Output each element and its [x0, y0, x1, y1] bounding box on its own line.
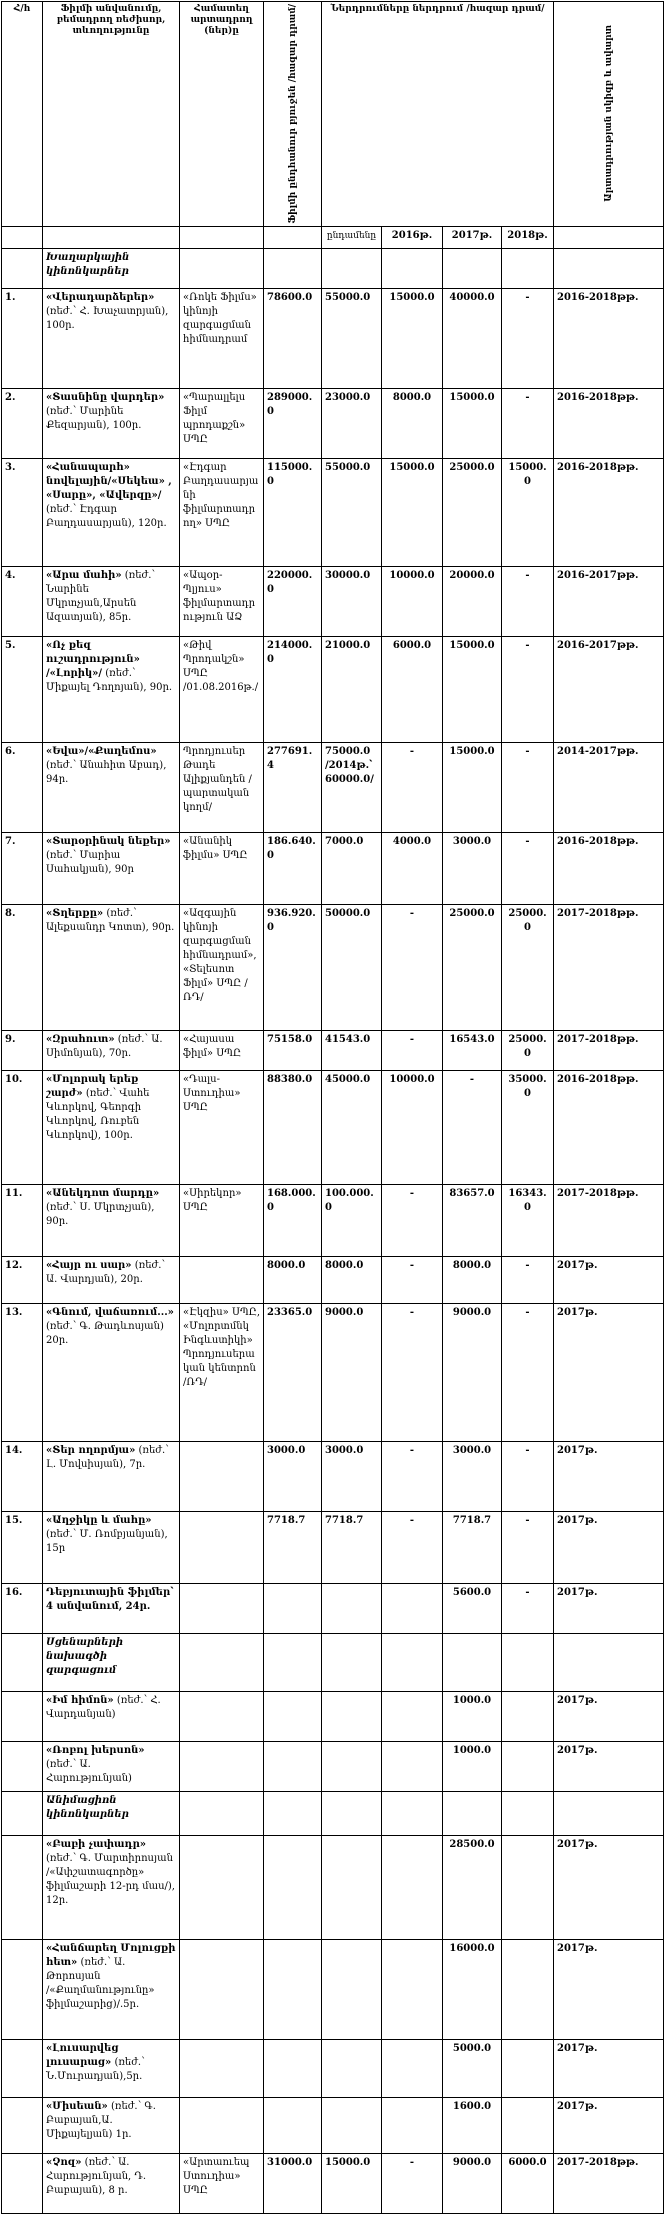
row-2017: 5000.0 [443, 2039, 502, 2097]
table-row [2, 458, 664, 566]
row-total: 55000.0 [322, 288, 382, 388]
row-producer: «Դալս-Ստուդիա» ՍՊԸ [180, 1070, 264, 1184]
film-title: «Տասնինը վարդեր» [46, 391, 165, 403]
film-credit: (ռեժ.՝ Գ. Մարտիրոսյան /«Ափշատագործը» ֆիլմաշարի 12-րդ մաս/), 12ր. [46, 1852, 175, 1906]
film-credit: (ռեժ.՝ Նարինե Մկրտչյան,Արսեն Ազատյան), 85ր. [46, 569, 156, 623]
row-producer: «Անանիկ ֆիլմս» ՍՊԸ [180, 832, 264, 904]
header-budget-text: Ֆիլմի ընդհանուր բյուջեն /հազար դրամ/ [287, 4, 298, 224]
film-credit: (ռեժ.՝ Ս. Մկրտչյան), 90ր. [46, 1201, 155, 1227]
film-name-cell [43, 1835, 180, 1939]
film-credit: (ռեժ.՝ Գ. Բաբայան,Ա. Միքայելյան) 1ր. [46, 2100, 156, 2140]
row-2016: - [382, 904, 443, 1030]
row-2016: 8000.0 [382, 388, 443, 458]
row-2017: 5600.0 [443, 1583, 502, 1633]
row-2017: 16543.0 [443, 1030, 502, 1070]
film-name-cell [43, 2039, 180, 2097]
row-total: 55000.0 [322, 458, 382, 566]
row-number: 7. [2, 832, 43, 904]
header-name: Ֆիլմի անվանումը, բեմադրող ռեժիսոր, տևողությունը [43, 2, 180, 227]
table-row [2, 1070, 664, 1184]
header-period [554, 2, 664, 227]
row-producer [180, 2097, 264, 2153]
film-name-cell [43, 1303, 180, 1441]
row-2017: 15000.0 [443, 742, 502, 832]
row-producer: «Արտաուեպ Ստուդիա» ՍՊԸ [180, 2153, 264, 2213]
header-row [2, 2, 664, 227]
header-2017: 2017թ. [443, 226, 502, 248]
row-period: 2017-2018թթ. [554, 904, 664, 1030]
row-producer: «Էդգար Բաղդասարյանի ֆիլմարտադրող» ՍՊԸ [180, 458, 264, 566]
row-2018: 35000.0 [502, 1070, 554, 1184]
row-2018: - [502, 636, 554, 742]
film-title: «Չոզ» [46, 2156, 82, 2168]
row-2016 [382, 1691, 443, 1741]
row-period: 2017թ. [554, 1511, 664, 1583]
row-budget: 78600.0 [264, 288, 322, 388]
row-2018 [502, 1691, 554, 1741]
row-producer: «Հայասա ֆիլմ» ՍՊԸ [180, 1030, 264, 1070]
row-budget [264, 1835, 322, 1939]
film-name-cell [43, 1583, 180, 1633]
film-name-cell [43, 458, 180, 566]
film-credit: (ռեժ.՝ Ա. Թորոսյան /«Քաղմանությունը» ֆիլմաշարից)/.5ր. [46, 1956, 155, 2010]
row-producer [180, 1256, 264, 1303]
table-row [2, 2153, 664, 2213]
row-total: 3000.0 [322, 1441, 382, 1511]
row-budget [264, 2097, 322, 2153]
row-number: 1. [2, 288, 43, 388]
header-producer: Համատեղ արտադրող (ներ)ը [180, 2, 264, 227]
row-period: 2017թ. [554, 1691, 664, 1741]
film-title: «Տարօրինակ նեքեր» [46, 835, 171, 847]
row-2017: 28500.0 [443, 1835, 502, 1939]
row-2016 [382, 2097, 443, 2153]
row-producer: «Սիրեկոր» ՍՊԸ [180, 1184, 264, 1256]
film-title: «Անեկդոտ մարդը» [46, 1187, 160, 1199]
row-period: 2016-2017թթ. [554, 566, 664, 636]
film-credit: (ռեժ.՝ Միքայել Դողոյան), 90ր. [46, 667, 173, 693]
row-budget: 277691.4 [264, 742, 322, 832]
row-total: 50000.0 [322, 904, 382, 1030]
row-total [322, 1741, 382, 1791]
film-credit: (ռեժ.՝ Լ. Մովսիսյան), 7ր. [46, 1444, 169, 1470]
film-name-cell [43, 2097, 180, 2153]
row-period: 2017թ. [554, 1303, 664, 1441]
row-number [2, 1939, 43, 2039]
header-investment: Ներդրումները ներդրում /հազար դրամ/ [322, 2, 554, 227]
row-budget: 115000.0 [264, 458, 322, 566]
row-period: 2017թ. [554, 1835, 664, 1939]
row-period: 2017թ. [554, 2039, 664, 2097]
film-title: «Հանապարհ» նովելային/«Սեկեա» , «Սարը», «Ավերզը»/ [46, 461, 172, 501]
film-credit: (ռեժ.՝ Ա. Վարդյան), 20ր. [46, 1259, 166, 1285]
film-name-cell [43, 388, 180, 458]
row-number: 11. [2, 1184, 43, 1256]
film-name-cell [43, 1070, 180, 1184]
film-title: «Վերադարձերեր» [46, 291, 155, 303]
row-producer: Պրոդյուսեր Թադե Ալիքյանդեն /պարտական կողմ/ [180, 742, 264, 832]
row-total: 100.000.0 [322, 1184, 382, 1256]
film-name-cell [43, 636, 180, 742]
row-period: 2014-2017թթ. [554, 742, 664, 832]
section-animation: Անիմացիոն կինոնկարներ [43, 1791, 180, 1835]
table-row [2, 1691, 664, 1741]
row-number [2, 1741, 43, 1791]
film-name-cell [43, 2153, 180, 2213]
row-2017: 1000.0 [443, 1741, 502, 1791]
film-title: «Եվա»/«Քաղեմոս» [46, 745, 157, 757]
row-total [322, 2097, 382, 2153]
row-2018: 16343.0 [502, 1184, 554, 1256]
row-2017: - [443, 1070, 502, 1184]
film-title: «Ոչ քեզ ուշադրություն» /«Լորիկ»/ [46, 639, 140, 679]
film-title: «Գնում, վաճառում...» [46, 1306, 174, 1318]
row-2018: 15000.0 [502, 458, 554, 566]
row-number [2, 2097, 43, 2153]
row-2017: 20000.0 [443, 566, 502, 636]
row-budget [264, 1741, 322, 1791]
row-2017: 1600.0 [443, 2097, 502, 2153]
row-2018: - [502, 1583, 554, 1633]
row-2018 [502, 1939, 554, 2039]
row-budget [264, 1691, 322, 1741]
table-row [2, 1441, 664, 1511]
row-2016 [382, 1835, 443, 1939]
row-2016: - [382, 1441, 443, 1511]
row-budget: 168.000.0 [264, 1184, 322, 1256]
film-credit: (ռեժ.՝ Ա. Սիմոնյան), 70ր. [46, 1033, 163, 1059]
row-budget: 214000.0 [264, 636, 322, 742]
row-total [322, 1691, 382, 1741]
row-2018: - [502, 566, 554, 636]
film-credit: (ռեժ.՝ Ա. Հարությունյան, Դ. Բաբայան), 8 ր. [46, 2156, 147, 2196]
film-credit: (ռեժ.՝ Մարինե Քեզարյան), 100ր. [46, 405, 142, 431]
row-number [2, 1691, 43, 1741]
row-number: 10. [2, 1070, 43, 1184]
film-title: «Հայր ու սար» [46, 1259, 132, 1271]
section-docu: Սցենարների նախագծի զարգացում [43, 1633, 180, 1691]
row-budget: 88380.0 [264, 1070, 322, 1184]
row-producer [180, 1691, 264, 1741]
film-title: «Տղերքը» [46, 907, 104, 919]
row-2018: - [502, 288, 554, 388]
row-budget: 31000.0 [264, 2153, 322, 2213]
film-title: «Իմ հիմոն» [46, 1694, 114, 1706]
film-name-cell [43, 1939, 180, 2039]
film-title: Դեբյուտային ֆիլմեր՝ 4 անվանում, 24ր. [46, 1586, 174, 1612]
row-total [322, 2039, 382, 2097]
film-name-cell [43, 742, 180, 832]
row-number: 4. [2, 566, 43, 636]
row-producer [180, 1583, 264, 1633]
row-producer: «Թիվ Պրոդակշն» ՍՊԸ /01.08.2016թ./ [180, 636, 264, 742]
table-row [2, 1184, 664, 1256]
row-producer [180, 1441, 264, 1511]
film-funding-table [1, 1, 664, 2214]
row-2018 [502, 2097, 554, 2153]
table-row [2, 904, 664, 1030]
film-title: «Լուսարվեց լուսարաց» [46, 2042, 119, 2068]
film-name-cell [43, 1256, 180, 1303]
row-2018 [502, 1835, 554, 1939]
row-period: 2016-2018թթ. [554, 458, 664, 566]
row-period: 2017-2018թթ. [554, 1184, 664, 1256]
row-2016: 15000.0 [382, 458, 443, 566]
row-2016 [382, 1939, 443, 2039]
film-name-cell [43, 904, 180, 1030]
row-total: 45000.0 [322, 1070, 382, 1184]
film-name-cell [43, 1184, 180, 1256]
row-producer [180, 1939, 264, 2039]
row-producer [180, 2039, 264, 2097]
row-number: 3. [2, 458, 43, 566]
row-2018: - [502, 1256, 554, 1303]
row-producer: «Ազգային կինոյի զարգացման հիմնադրամ», «Տելեսոտ Ֆիլմ» ՍՊԸ /ՌԴ/ [180, 904, 264, 1030]
row-total [322, 1583, 382, 1633]
film-name-cell [43, 1030, 180, 1070]
row-2017: 3000.0 [443, 832, 502, 904]
row-number: 15. [2, 1511, 43, 1583]
table-row [2, 1741, 664, 1791]
row-2017: 9000.0 [443, 2153, 502, 2213]
row-2017: 8000.0 [443, 1256, 502, 1303]
row-2016: - [382, 1184, 443, 1256]
row-2017: 1000.0 [443, 1691, 502, 1741]
row-total: 23000.0 [322, 388, 382, 458]
row-period: 2016-2018թթ. [554, 832, 664, 904]
row-2017: 9000.0 [443, 1303, 502, 1441]
table-row [2, 288, 664, 388]
header-budget [264, 2, 322, 227]
row-number: 12. [2, 1256, 43, 1303]
header-period-text: Արտադրության սկիզբ և ավարտ [603, 25, 614, 203]
row-period: 2017-2018թթ. [554, 2153, 664, 2213]
row-total: 75000.0 /2014թ.՝ 60000.0/ [322, 742, 382, 832]
header-2018: 2018թ. [502, 226, 554, 248]
row-2016: 10000.0 [382, 566, 443, 636]
row-2018: - [502, 742, 554, 832]
row-2017: 15000.0 [443, 388, 502, 458]
film-credit: (ռեժ.՝ Էդգար Բաղդասարյան), 120ր. [46, 503, 167, 529]
row-2018: - [502, 1511, 554, 1583]
row-2017: 25000.0 [443, 458, 502, 566]
row-budget: 289000.0 [264, 388, 322, 458]
header-num: Հ/հ [2, 2, 43, 227]
row-total [322, 1835, 382, 1939]
film-credit: (ռեժ.՝ Մարիա Սահակյան), 90ր [46, 849, 134, 875]
row-2016: 15000.0 [382, 288, 443, 388]
table-row [2, 1939, 664, 2039]
row-2018: 6000.0 [502, 2153, 554, 2213]
section-row-feature [2, 248, 664, 288]
table-row [2, 1511, 664, 1583]
row-number: 5. [2, 636, 43, 742]
row-budget [264, 1939, 322, 2039]
film-name-cell [43, 832, 180, 904]
film-name-cell [43, 566, 180, 636]
row-2016: - [382, 1303, 443, 1441]
row-period: 2017թ. [554, 1441, 664, 1511]
row-budget: 186.640.0 [264, 832, 322, 904]
row-2016 [382, 1741, 443, 1791]
row-producer: «Ապօր-Պլյուս» ֆիլմարտադրություն ԱՁ [180, 566, 264, 636]
table-row [2, 1583, 664, 1633]
row-total: 8000.0 [322, 1256, 382, 1303]
row-period: 2016-2017թթ. [554, 636, 664, 742]
row-2016: - [382, 2153, 443, 2213]
row-2018: - [502, 1303, 554, 1441]
row-producer [180, 1741, 264, 1791]
row-producer: «Ռոկե Ֆիլմս» կինոյի զարգացման հիմնադրամ [180, 288, 264, 388]
row-number: 8. [2, 904, 43, 1030]
film-credit: (ռեժ.՝ Գ. Թադևոսյան) 20ր. [46, 1320, 164, 1346]
header-2016: 2016թ. [382, 226, 443, 248]
film-credit: (ռեժ.՝ Ալեքսանդր Կոտտ), 90ր. [46, 907, 175, 933]
row-number: 2. [2, 388, 43, 458]
table-row [2, 388, 664, 458]
film-name-cell [43, 1691, 180, 1741]
row-period: 2017թ. [554, 1583, 664, 1633]
row-period: 2016-2018թթ. [554, 388, 664, 458]
film-credit: (ռեժ.՝ Մ. Ռոմբյանյան), 15ր [46, 1528, 168, 1554]
row-period: 2017թ. [554, 1741, 664, 1791]
film-title: «Հանճարեղ Մոլուցքի հետ» [46, 1942, 176, 1968]
row-budget: 8000.0 [264, 1256, 322, 1303]
table-row [2, 1030, 664, 1070]
table-row [2, 2039, 664, 2097]
film-name-cell [43, 288, 180, 388]
table-row [2, 832, 664, 904]
row-2018: 25000.0 [502, 904, 554, 1030]
table-row [2, 1303, 664, 1441]
row-number [2, 1835, 43, 1939]
row-budget: 936.920.0 [264, 904, 322, 1030]
row-2017: 40000.0 [443, 288, 502, 388]
film-title: «Զրահուտ» [46, 1033, 115, 1045]
table-row [2, 636, 664, 742]
row-number: 14. [2, 1441, 43, 1511]
row-total: 15000.0 [322, 2153, 382, 2213]
header-total: ընդամենը [322, 226, 382, 248]
row-producer [180, 1835, 264, 1939]
row-budget [264, 1583, 322, 1633]
section-feature: Խաղարկային կինոնկարներ [43, 248, 180, 288]
row-number [2, 2153, 43, 2213]
row-producer [180, 1511, 264, 1583]
section-row-animation [2, 1791, 664, 1835]
film-title: «Միսեան» [46, 2100, 108, 2112]
row-total: 41543.0 [322, 1030, 382, 1070]
row-2017: 25000.0 [443, 904, 502, 1030]
row-number: 9. [2, 1030, 43, 1070]
table-row [2, 742, 664, 832]
row-2016: - [382, 742, 443, 832]
row-budget: 7718.7 [264, 1511, 322, 1583]
row-period: 2017թ. [554, 1256, 664, 1303]
film-credit: (ռեժ.՝ Ա. Հարությունյան) [46, 1758, 132, 1784]
row-2018: - [502, 1441, 554, 1511]
row-period: 2017թ. [554, 2097, 664, 2153]
film-title: «Արա մահի» [46, 569, 122, 581]
row-budget [264, 2039, 322, 2097]
row-producer: «Պարալլելս Ֆիլմ պրոդաքշն» ՍՊԸ [180, 388, 264, 458]
film-title: «Տեր ողորմյա» [46, 1444, 136, 1456]
row-2018: - [502, 832, 554, 904]
section-row-docu [2, 1633, 664, 1691]
film-credit: (ռեժ.՝ Հ. Խաչատրյան), 100ր. [46, 305, 169, 331]
row-budget: 75158.0 [264, 1030, 322, 1070]
row-total: 21000.0 [322, 636, 382, 742]
film-credit: (ռեժ.՝ Անահիտ Աբադ), 94ր. [46, 759, 167, 785]
film-title: «Բաբի չափադր» [46, 1838, 147, 1850]
row-period: 2016-2018թթ. [554, 288, 664, 388]
row-number: 6. [2, 742, 43, 832]
film-name-cell [43, 1441, 180, 1511]
row-2016: 10000.0 [382, 1070, 443, 1184]
table-row [2, 566, 664, 636]
row-total: 7000.0 [322, 832, 382, 904]
row-total [322, 1939, 382, 2039]
row-number: 13. [2, 1303, 43, 1441]
row-number: 16. [2, 1583, 43, 1633]
row-2018: 25000.0 [502, 1030, 554, 1070]
row-2016: 6000.0 [382, 636, 443, 742]
film-title: «Մոլորակ երեք շարժ» [46, 1073, 139, 1099]
film-name-cell [43, 1741, 180, 1791]
row-total: 30000.0 [322, 566, 382, 636]
film-credit: (ռեժ.՝ Վահե Կևորկով, Գեորգի Կևորկով, Ռուբեն Կևորկով), 100ր. [46, 1087, 150, 1141]
row-2017: 83657.0 [443, 1184, 502, 1256]
row-2017: 7718.7 [443, 1511, 502, 1583]
film-name-cell [43, 1511, 180, 1583]
row-budget: 3000.0 [264, 1441, 322, 1511]
row-2016: - [382, 1256, 443, 1303]
row-total: 9000.0 [322, 1303, 382, 1441]
row-2018 [502, 2039, 554, 2097]
table-row [2, 1835, 664, 1939]
row-2017: 16000.0 [443, 1939, 502, 2039]
film-credit: (ռեժ.՝ Հ. Վարդանյան) [46, 1694, 161, 1720]
row-2016 [382, 2039, 443, 2097]
row-2018: - [502, 388, 554, 458]
table-row [2, 2097, 664, 2153]
subheader-row [2, 226, 664, 248]
row-2018 [502, 1741, 554, 1791]
row-2016: - [382, 1511, 443, 1583]
film-title: «Ռոբոլ խերսոն» [46, 1744, 145, 1756]
row-2016: - [382, 1030, 443, 1070]
row-2017: 15000.0 [443, 636, 502, 742]
row-total: 7718.7 [322, 1511, 382, 1583]
row-2016 [382, 1583, 443, 1633]
row-producer: «Էկզիս» ՍՊԸ, «Մոլորտմնկ Ինգևստիկի» Պրոդյուսերական կենտրոն /ՌԴ/ [180, 1303, 264, 1441]
row-period: 2016-2018թթ. [554, 1070, 664, 1184]
film-credit: (ռեժ.՝ Ն.Մուրադյան),5ր. [46, 2056, 145, 2082]
row-2017: 3000.0 [443, 1441, 502, 1511]
row-period: 2017-2018թթ. [554, 1030, 664, 1070]
row-number [2, 2039, 43, 2097]
row-2016: 4000.0 [382, 832, 443, 904]
row-budget: 23365.0 [264, 1303, 322, 1441]
row-budget: 220000.0 [264, 566, 322, 636]
film-title: «Աղջիկը և մահը» [46, 1514, 152, 1526]
table-row [2, 1256, 664, 1303]
row-period: 2017թ. [554, 1939, 664, 2039]
